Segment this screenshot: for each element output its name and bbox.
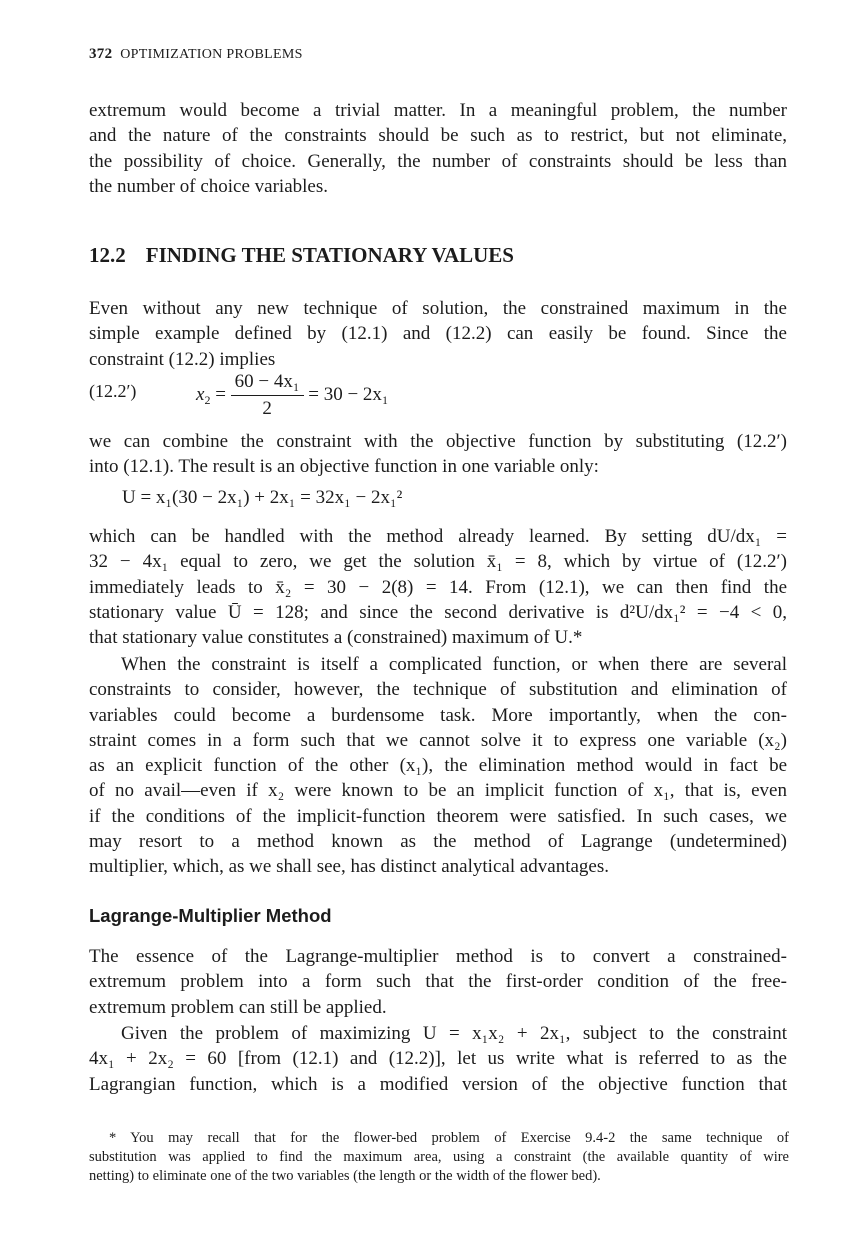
paragraph-elimination [89,652,787,880]
text-line: immediately leads to x̄₂ = 30 − 2(8) = 14. From (12.1), we can then find the [89,576,787,598]
paragraph-constraint [89,296,787,372]
text-line: multiplier, which, as we shall see, has distinct analytical advantages. [89,856,610,878]
text-line: Even without any new technique of solution, the constrained maximum in the [89,298,787,319]
text-line: simple example defined by (12.1) and (12.2) can easily be found. Since the [89,323,787,345]
paragraph-substitution [89,429,787,480]
text-line: and the nature of the constraints should be such as to restrict, but not eliminate, [89,125,787,147]
text-line: The essence of the Lagrange-multiplier method is to convert a constrained- [89,946,787,967]
text-line: constraint (12.2) implies [89,348,276,370]
paragraph-lagrange-essence [89,944,787,1020]
text-line: extremum problem can still be applied. [89,996,387,1018]
running-title: OPTIMIZATION PROBLEMS [120,47,303,62]
text-line: the number of choice variables. [89,175,328,197]
text-line: extremum would become a trivial matter. In a meaningful problem, the number [89,100,787,121]
text-line: of no avail—even if x₂ were known to be an implicit function of x₁, that is, even [89,780,787,802]
text-line: as an explicit function of the other (x₁), the elimination method would in fact be [89,755,787,777]
text-line: extremum problem into a form such that the first-order condition of the free- [89,971,787,993]
text-line: that stationary value constitutes a (constrained) maximum of U.* [89,627,583,649]
section-number: 12.2 [89,243,126,267]
fraction [231,370,304,421]
subsection-heading: Lagrange-Multiplier Method [89,905,332,926]
text-line: 32 − 4x₁ equal to zero, we get the solution x̄₁ = 8, which by virtue of (12.2′) [89,551,787,573]
text-line: we can combine the constraint with the objective function by substituting (12.2′) [89,431,787,452]
running-header [89,46,303,63]
text-line: constraints to consider, however, the technique of substitution and elimination of [89,679,787,701]
text-line: variables could become a burdensome task. More importantly, when the con- [89,704,787,726]
equation-rhs: = 30 − 2x₁ [308,383,389,405]
fraction-numerator: 60 − 4x₁ [231,370,304,396]
paragraph-solution [89,524,787,650]
paragraph-intro [89,98,787,199]
text-line: into (12.1). The result is an objective function in one variable only: [89,456,599,478]
text-line: stationary value Ū = 128; and since the second derivative is d²U/dx₁² = −4 < 0, [89,601,787,623]
text-line: 4x₁ + 2x₂ = 60 [from (12.1) and (12.2)], let us write what is referred to as the [89,1048,787,1070]
equation-objective: U = x₁(30 − 2x₁) + 2x₁ = 32x₁ − 2x₁² [122,487,403,508]
text-line: Lagrangian function, which is a modified version of the objective function that [89,1073,787,1095]
text-line: Given the problem of maximizing U = x₁x₂ + 2x₁, subject to the constraint [121,1023,787,1044]
text-line: if the conditions of the implicit-function theorem were satisfied. In such cases, we [89,805,787,827]
footnote-line: substitution was applied to find the maximum area, using a constraint (the available quantity of wire [89,1149,789,1165]
fraction-denominator: 2 [262,398,272,419]
text-line: When the constraint is itself a complicated function, or when there are several [121,654,787,675]
footnote-line: netting) to eliminate one of the two variables (the length or the width of the flower bed). [89,1168,601,1184]
text-line: may resort to a method known as the method of Lagrange (undetermined) [89,831,787,853]
section-heading [89,243,514,268]
footnote [89,1129,789,1186]
text-line: which can be handled with the method already learned. By setting dU/dx₁ = [89,526,787,547]
paragraph-lagrangian [89,1021,787,1097]
section-title: FINDING THE STATIONARY VALUES [145,243,514,267]
footnote-line: * You may recall that for the flower-bed problem of Exercise 9.4-2 the same technique of [109,1130,789,1146]
page-number: 372 [89,46,113,62]
equation-label: (12.2′) [89,381,137,401]
equation-12-2-prime: $x_2$ = $\frac{\text{60 − 4x₁}}{2}$ = 30 − 2x₁ [196,371,389,419]
text-line: the possibility of choice. Generally, the number of constraints should be less than [89,150,787,172]
text-line: straint comes in a form such that we cannot solve it to express one variable (x₂) [89,729,787,751]
